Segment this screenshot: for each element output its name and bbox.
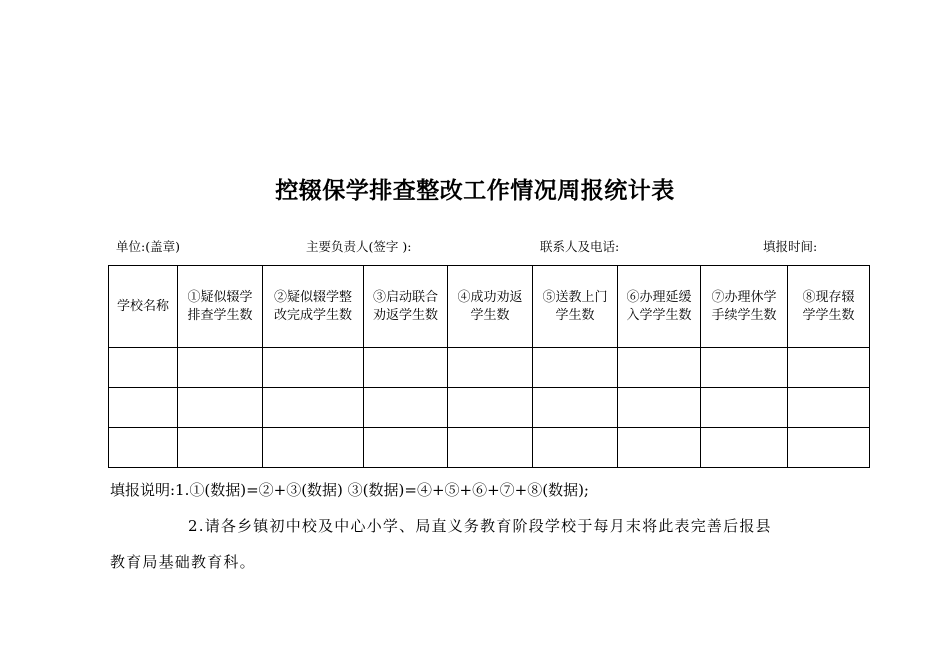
unit-label: 单位:(盖章) bbox=[116, 239, 180, 254]
table-cell[interactable] bbox=[533, 428, 618, 468]
header-persuaded-back: ④成功劝返 学生数 bbox=[448, 266, 533, 348]
table-cell[interactable] bbox=[618, 388, 701, 428]
header-suspension: ⑦办理休学 手续学生数 bbox=[701, 266, 788, 348]
header-school-name: 学校名称 bbox=[109, 266, 178, 348]
table-cell[interactable] bbox=[364, 348, 448, 388]
table-cell[interactable] bbox=[788, 428, 870, 468]
table-row bbox=[109, 428, 870, 468]
table-cell[interactable] bbox=[701, 348, 788, 388]
table-cell[interactable] bbox=[701, 388, 788, 428]
header-home-teaching: ⑤送教上门 学生数 bbox=[533, 266, 618, 348]
table-cell[interactable] bbox=[618, 348, 701, 388]
leader-signature-label: 主要负责人(签字 ): bbox=[306, 239, 412, 254]
table-cell[interactable] bbox=[263, 348, 364, 388]
report-table bbox=[108, 265, 870, 468]
table-header-row bbox=[109, 266, 870, 348]
table-cell[interactable] bbox=[364, 388, 448, 428]
header-joint-persuasion: ③启动联合 劝返学生数 bbox=[364, 266, 448, 348]
page-title: 控辍保学排查整改工作情况周报统计表 bbox=[275, 178, 675, 204]
table-row bbox=[109, 388, 870, 428]
table-cell[interactable] bbox=[263, 428, 364, 468]
table-cell[interactable] bbox=[788, 348, 870, 388]
table-cell[interactable] bbox=[263, 388, 364, 428]
table-cell[interactable] bbox=[618, 428, 701, 468]
header-suspected-dropout: ①疑似辍学 排查学生数 bbox=[178, 266, 263, 348]
table-cell[interactable] bbox=[533, 348, 618, 388]
header-rectified: ②疑似辍学整 改完成学生数 bbox=[263, 266, 364, 348]
table-row bbox=[109, 348, 870, 388]
table-cell[interactable] bbox=[109, 348, 178, 388]
table-cell[interactable] bbox=[448, 428, 533, 468]
contact-phone-label: 联系人及电话: bbox=[540, 239, 620, 254]
instructions-line-2: 2.请各乡镇初中校及中心小学、局直义务教育阶段学校于每月末将此表完善后报县 bbox=[188, 517, 772, 535]
table-cell[interactable] bbox=[109, 388, 178, 428]
table-cell[interactable] bbox=[178, 388, 263, 428]
report-time-label: 填报时间: bbox=[763, 239, 818, 254]
table-cell[interactable] bbox=[178, 428, 263, 468]
table-cell[interactable] bbox=[448, 348, 533, 388]
table-cell[interactable] bbox=[701, 428, 788, 468]
table-cell[interactable] bbox=[364, 428, 448, 468]
table-cell[interactable] bbox=[178, 348, 263, 388]
table-cell[interactable] bbox=[109, 428, 178, 468]
header-deferred-enrollment: ⑥办理延缓 入学学生数 bbox=[618, 266, 701, 348]
table-cell[interactable] bbox=[788, 388, 870, 428]
table-cell[interactable] bbox=[448, 388, 533, 428]
instructions-line-1: 填报说明:1.①(数据)=②+③(数据) ③(数据)=④+⑤+⑥+⑦+⑧(数据); bbox=[110, 481, 589, 499]
header-current-dropout: ⑧现存辍 学学生数 bbox=[788, 266, 870, 348]
table-cell[interactable] bbox=[533, 388, 618, 428]
instructions-line-3: 教育局基础教育科。 bbox=[110, 553, 256, 571]
